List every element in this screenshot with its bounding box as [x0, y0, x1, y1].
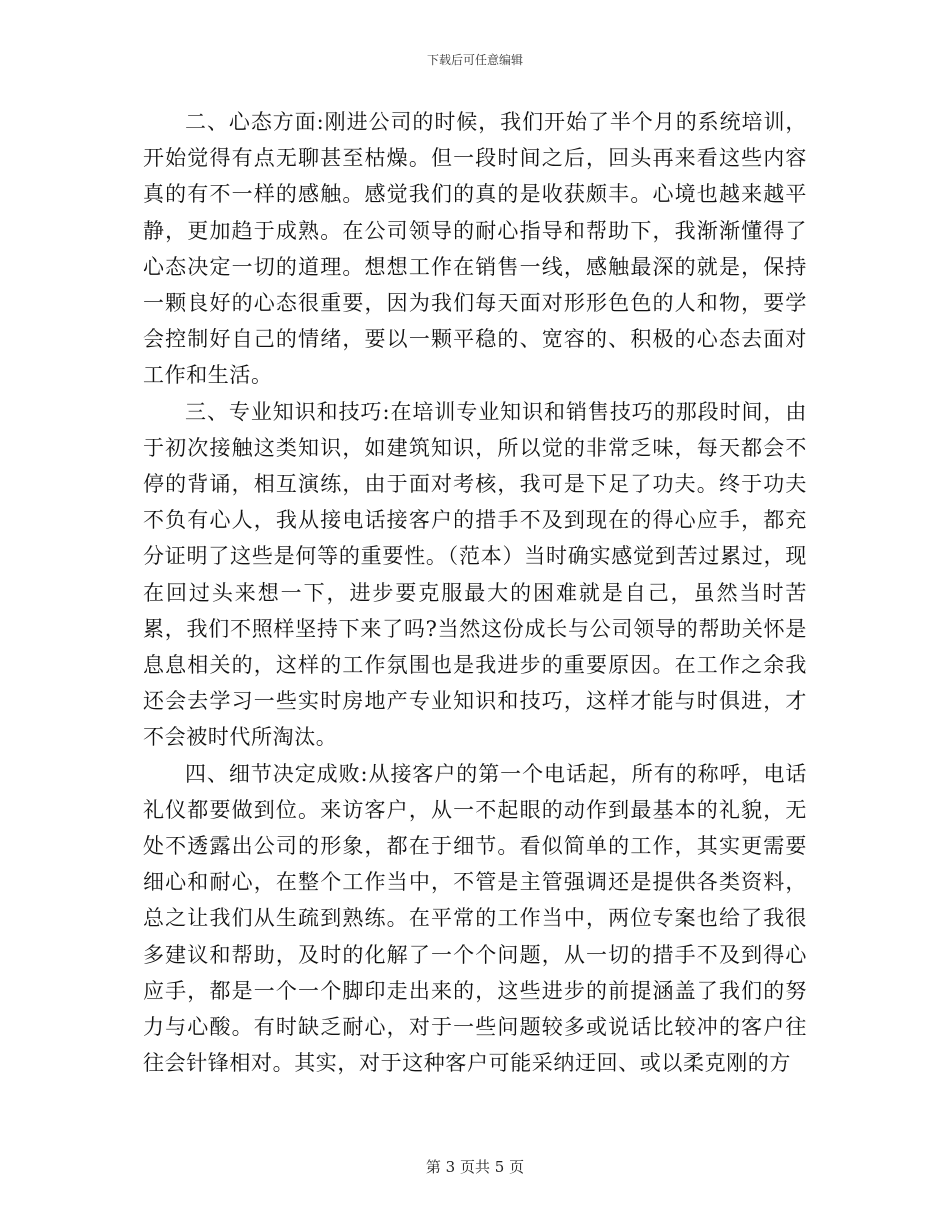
paragraph-details: 四、细节决定成败:从接客户的第一个电话起，所有的称呼，电话礼仪都要做到位。来访客户，从一不起眼的动作到最基本的礼貌，无处不透露出公司的形象，都在于细节。看似简单的工作，其实更需要细心和耐心，在整个工作当中，不管是主管强调还是提供各类资料，总之让我们从生疏到熟练。在平常的工作当中，两位专案也给了我很多建议和帮助，及时的化解了一个个问题，从一切的措手不及到得心应手，都是一个一个脚印走出来的，这些进步的前提涵盖了我们的努力与心酸。有时缺乏耐心，对于一些问题较多或说话比较冲的客户往往会针锋相对。其实，对于这种客户可能采纳迂回、或以柔克刚的方 — [143, 761, 807, 1076]
page-footer: 第 3 页共 5 页 — [425, 1158, 525, 1176]
page-header: 下载后可任意编辑 — [426, 53, 523, 67]
paragraph-professional-skills: 三、专业知识和技巧:在培训专业知识和销售技巧的那段时间，由于初次接触这类知识，如建筑知识，所以觉的非常乏味，每天都会不停的背诵，相互演练，由于面对考核，我可是下足了功夫。终于功夫不负有心人，我从接电话接客户的措手不及到现在的得心应手，都充分证明了这些是何等的重要性。（范本）当时确实感觉到苦过累过，现在回过头来想一下，进步要克服最大的困难就是自己，虽然当时苦累，我们不照样坚持下来了吗?当然这份成长与公司领导的帮助关怀是息息相关的，这样的工作氛围也是我进步的重要原因。在工作之余我还会去学习一些实时房地产专业知识和技巧，这样才能与时俱进，才不会被时代所淘汰。 — [143, 399, 807, 750]
document-body — [143, 104, 807, 1081]
paragraph-mindset: 二、心态方面:刚进公司的时候，我们开始了半个月的系统培训，开始觉得有点无聊甚至枯燥。但一段时间之后，回头再来看这些内容真的有不一样的感触。感觉我们的真的是收获颇丰。心境也越来越平静，更加趋于成熟。在公司领导的耐心指导和帮助下，我渐渐懂得了心态决定一切的道理。想想工作在销售一线，感触最深的就是，保持一颗良好的心态很重要，因为我们每天面对形形色色的人和物，要学会控制好自己的情绪，要以一颗平稳的、宽容的、积极的心态去面对工作和生活。 — [143, 110, 807, 388]
